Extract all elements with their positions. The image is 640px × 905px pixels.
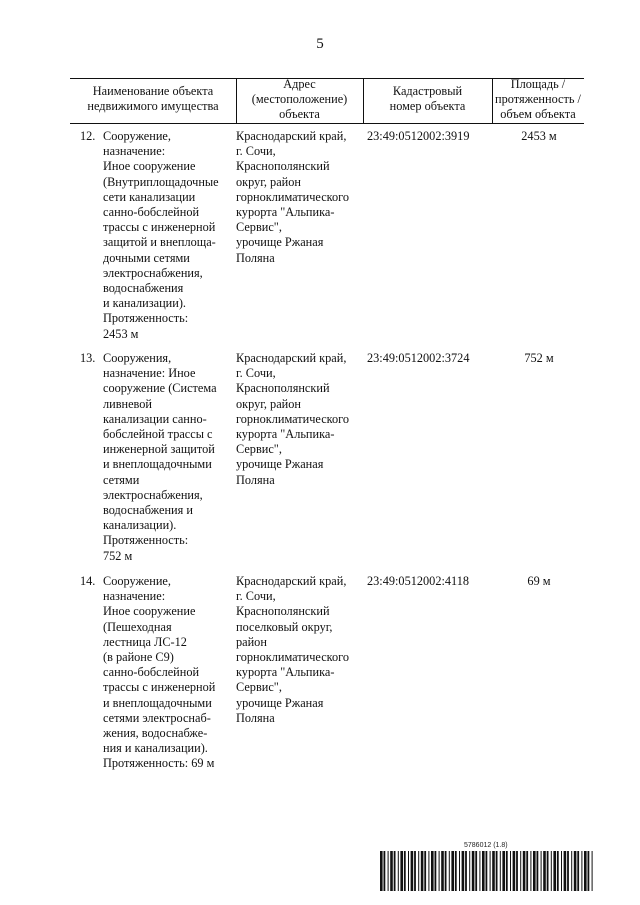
- address-line: урочище Ржаная: [236, 235, 324, 250]
- barcode-bar: [492, 851, 495, 891]
- address-line: Поляна: [236, 710, 275, 725]
- barcode-bar: [390, 851, 393, 891]
- name-line: Протяженность: 69 м: [103, 756, 215, 771]
- name-line: сетями электроснаб-: [103, 710, 211, 725]
- name-line: Протяженность:: [103, 311, 189, 326]
- barcode-bar: [421, 851, 424, 891]
- name-line: 2453 м: [103, 326, 139, 341]
- address-line: урочище Ржаная: [236, 457, 324, 472]
- barcode-bar: [541, 851, 542, 891]
- header-cadastral-line: номер объекта: [389, 99, 466, 113]
- barcode-bar: [496, 851, 498, 891]
- barcode-bar: [472, 851, 475, 891]
- address-line: горноклиматического: [236, 411, 350, 426]
- address-line: Краснополянский: [236, 159, 330, 174]
- address-line: район: [236, 634, 267, 649]
- name-line: Иное сооружение: [103, 159, 196, 174]
- object-area: 69 м: [527, 574, 551, 588]
- header-name: [70, 78, 236, 120]
- object-area: 752 м: [524, 351, 554, 365]
- name-line: (в районе С9): [103, 650, 174, 665]
- name-line: лестница ЛС-12: [103, 634, 187, 649]
- address-line: Сервис",: [236, 220, 282, 235]
- barcode-bar: [441, 851, 444, 891]
- barcode-bar: [408, 851, 409, 891]
- barcode-bar: [561, 851, 562, 891]
- barcode-bar: [388, 851, 389, 891]
- header-name-line: Наименование объекта: [92, 84, 214, 98]
- address-line: курорта "Альпика-: [236, 205, 335, 220]
- name-line: и внеплощадочными: [103, 457, 212, 472]
- row-number: 12.: [80, 129, 96, 143]
- address-line: Краснодарский край,: [236, 351, 347, 365]
- barcode-bar: [574, 851, 577, 891]
- name-line: Протяженность:: [103, 533, 189, 548]
- name-line: ния и канализации).: [103, 741, 208, 756]
- name-line: и внеплощадочными: [103, 695, 212, 710]
- name-line: жения, водоснабже-: [103, 726, 208, 741]
- object-name: [103, 351, 228, 564]
- barcode-bar: [451, 851, 454, 891]
- barcode-bar: [571, 851, 572, 891]
- name-line: канализации).: [103, 518, 177, 533]
- name-line: сооружение (Система: [103, 381, 217, 396]
- barcode-bar: [455, 851, 457, 891]
- barcode-bar: [398, 851, 399, 891]
- barcode-bar: [414, 851, 416, 891]
- address-line: Краснодарский край,: [236, 129, 347, 143]
- barcode-bar: [418, 851, 419, 891]
- name-line: электроснабжения,: [103, 487, 203, 502]
- barcode-bar: [465, 851, 467, 891]
- row-number: 13.: [80, 351, 96, 365]
- barcode-bar: [516, 851, 518, 891]
- name-line: электроснабжения,: [103, 265, 203, 280]
- object-name: [103, 574, 228, 772]
- address-line: урочище Ржаная: [236, 695, 324, 710]
- barcode-bar: [567, 851, 569, 891]
- barcode-bar: [428, 851, 429, 891]
- address-line: г. Сочи,: [236, 589, 276, 604]
- address-line: Поляна: [236, 250, 275, 265]
- barcode-bar: [584, 851, 587, 891]
- header-cadastral-line: Кадастровый: [392, 84, 463, 98]
- address-line: горноклиматического: [236, 650, 350, 665]
- address-line: курорта "Альпика-: [236, 427, 335, 442]
- object-area: 2453 м: [521, 129, 557, 143]
- address-line: Краснополянский: [236, 604, 330, 619]
- address-line: округ, район: [236, 174, 301, 189]
- barcode-bar: [469, 851, 470, 891]
- barcode-image: [380, 851, 594, 891]
- barcode-bar: [543, 851, 546, 891]
- barcode-bar: [411, 851, 414, 891]
- name-line: (Пешеходная: [103, 619, 172, 634]
- barcode-bar: [479, 851, 480, 891]
- table-header-bottom-rule: [70, 123, 584, 124]
- name-line: назначение: Иное: [103, 366, 196, 381]
- address-line: Краснополянский: [236, 381, 330, 396]
- header-area-line: протяженность /: [495, 91, 581, 106]
- name-line: водоснабжения и: [103, 503, 193, 518]
- barcode-bar: [513, 851, 516, 891]
- barcode-bar: [588, 851, 590, 891]
- name-line: ливневой: [103, 396, 153, 411]
- barcode-bar: [500, 851, 501, 891]
- barcode-bar: [459, 851, 460, 891]
- name-line: (Внутриплощадочные: [103, 174, 219, 189]
- barcode-bar: [502, 851, 505, 891]
- name-line: Иное сооружение: [103, 604, 196, 619]
- barcode-caption: 5786012 (1.8): [464, 842, 508, 849]
- address-line: курорта "Альпика-: [236, 665, 335, 680]
- header-cadastral: [363, 78, 492, 120]
- barcode-bar: [564, 851, 567, 891]
- name-line: трассы с инженерной: [103, 220, 216, 235]
- barcode-bar: [523, 851, 526, 891]
- header-address-line: (местоположение): [251, 91, 348, 106]
- header-address-line: объекта: [279, 106, 320, 121]
- name-line: Сооружения,: [103, 351, 172, 365]
- row-number: 14.: [80, 574, 96, 588]
- barcode-bar: [537, 851, 539, 891]
- object-address: [236, 574, 364, 726]
- name-line: 752 м: [103, 548, 133, 563]
- barcode-bar: [577, 851, 579, 891]
- barcode-block: [380, 842, 594, 892]
- name-line: санно-бобслейной: [103, 205, 200, 220]
- name-line: назначение:: [103, 144, 166, 159]
- name-line: сети канализации: [103, 189, 196, 204]
- object-address: [236, 129, 364, 266]
- cadastral-number: 23:49:0512002:3724: [367, 351, 470, 365]
- name-line: инженерной защитой: [103, 442, 215, 457]
- page-number: 5: [316, 36, 324, 52]
- barcode-bar: [510, 851, 511, 891]
- name-line: назначение:: [103, 589, 166, 604]
- cadastral-number: 23:49:0512002:4118: [367, 574, 470, 588]
- name-line: водоснабжения: [103, 281, 184, 296]
- barcode-bar: [435, 851, 437, 891]
- barcode-bar: [526, 851, 528, 891]
- name-line: Сооружение,: [103, 574, 171, 588]
- barcode-bar: [394, 851, 396, 891]
- barcode-bar: [431, 851, 434, 891]
- barcode-bar: [581, 851, 582, 891]
- address-line: г. Сочи,: [236, 366, 276, 381]
- name-line: и канализации).: [103, 296, 186, 311]
- barcode-bar: [424, 851, 426, 891]
- barcode-bar: [449, 851, 450, 891]
- address-line: Сервис",: [236, 442, 282, 457]
- barcode-bar: [380, 851, 383, 891]
- address-line: Сервис",: [236, 680, 282, 695]
- barcode-bar: [462, 851, 465, 891]
- cadastral-number: 23:49:0512002:3919: [367, 129, 470, 143]
- header-area-line: объем объекта: [500, 106, 576, 121]
- barcode-bar: [551, 851, 552, 891]
- barcode-bar: [384, 851, 386, 891]
- barcode-bar: [400, 851, 403, 891]
- address-line: поселковый округ,: [236, 619, 333, 634]
- barcode-bar: [530, 851, 531, 891]
- table-header: [70, 78, 584, 120]
- barcode-bar: [482, 851, 485, 891]
- name-line: трассы с инженерной: [103, 680, 216, 695]
- address-line: Поляна: [236, 472, 275, 487]
- header-area: [492, 78, 584, 120]
- barcode-bar: [404, 851, 406, 891]
- header-area-line: Площадь /: [510, 76, 566, 91]
- barcode-bar: [439, 851, 440, 891]
- name-line: защитой и внеплоща-: [103, 235, 216, 250]
- header-name-line: недвижимого имущества: [87, 99, 219, 113]
- name-line: дочными сетями: [103, 250, 190, 265]
- barcode-bar: [553, 851, 556, 891]
- barcode-bar: [490, 851, 491, 891]
- name-line: сетями: [103, 472, 140, 487]
- address-line: округ, район: [236, 396, 301, 411]
- name-line: санно-бобслейной: [103, 665, 200, 680]
- barcode-bar: [445, 851, 447, 891]
- barcode-bar: [475, 851, 477, 891]
- object-address: [236, 351, 364, 488]
- name-line: канализации санно-: [103, 411, 207, 426]
- barcode-bar: [486, 851, 488, 891]
- address-line: Краснодарский край,: [236, 574, 347, 588]
- header-address-line: Адрес: [283, 76, 316, 91]
- barcode-bar: [547, 851, 549, 891]
- address-line: горноклиматического: [236, 189, 350, 204]
- object-name: [103, 129, 228, 342]
- address-line: г. Сочи,: [236, 144, 276, 159]
- barcode-bar: [557, 851, 559, 891]
- name-line: Сооружение,: [103, 129, 171, 143]
- barcode-bar: [520, 851, 521, 891]
- barcode-bar: [592, 851, 593, 891]
- barcode-bar: [533, 851, 536, 891]
- name-line: бобслейной трассы с: [103, 427, 213, 442]
- barcode-bar: [506, 851, 508, 891]
- header-address: [236, 78, 363, 120]
